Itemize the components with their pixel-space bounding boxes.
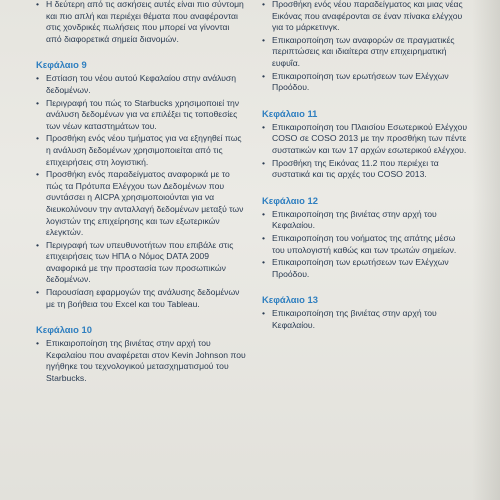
chapter-11-list — [262, 122, 470, 181]
list-item: • Εστίαση του νέου αυτού Κεφαλαίου στην ανάλυση δεδομένων. — [36, 73, 246, 96]
list-item: • Επικαιροποίηση της βινιέτας στην αρχή του Κεφαλαίου. — [262, 209, 470, 232]
list-item: • Προσθήκη ενός παραδείγματος αναφορικά με το πώς τα Πρότυπα Ελέγχου των Δεδομένων που συντάσσει η AICPA χρησιμοποιούνται για να διευκολύνουν την ανταλλαγή δεδομένων μεταξύ των λογιστών της επιχείρησης και των εξωτερικών ελεγκτών. — [36, 169, 246, 239]
page-edge-shadow — [472, 0, 500, 500]
list-item: • Επικαιροποίηση της βινιέτας στην αρχή του Κεφαλαίου που αναφέρεται στον Kevin Johnson που ηγήθηκε του τεχνολογικού μετασχηματισμού του Starbucks. — [36, 338, 246, 384]
left-column — [36, 0, 246, 397]
chapter-12-heading: Κεφάλαιο 12 — [262, 194, 318, 206]
list-item: • Προσθήκη ενός νέου τμήματος για να εξηγηθεί πως η ανάλυση δεδομένων χρησιμοποιείται από τις επιχειρήσεις στη λογιστική. — [36, 133, 246, 168]
list-item: • Επικαιροποίηση των αναφορών σε πραγματικές περιπτώσεις και ιδιαίτερα στην επιχειρηματική ευφυΐα. — [262, 35, 470, 70]
right-continuation-list — [262, 0, 470, 94]
list-item: • Παρουσίαση εφαρμογών της ανάλυσης δεδομένων με τη βοήθεια του Excel και του Tableau. — [36, 287, 246, 310]
chapter-11-section — [262, 108, 470, 181]
list-item: • Επικαιροποίηση των ερωτήσεων των Ελέγχων Προόδου. — [262, 257, 470, 280]
chapter-10-section — [36, 324, 246, 384]
list-item: • Επικαιροποίηση της βινιέτας στην αρχή του Κεφαλαίου. — [262, 308, 470, 331]
chapter-13-heading: Κεφάλαιο 13 — [262, 294, 318, 306]
chapter-9-section — [36, 59, 246, 310]
chapter-9-list — [36, 73, 246, 310]
right-column — [262, 0, 470, 343]
list-item: • Περιγραφή των υπευθυνοτήτων που επιβάλε στις επιχειρήσεις των ΗΠΑ ο Νόμος DATA 2009 αναφορικά με την προστασία των προσωπικών δεδομένων. — [36, 240, 246, 286]
list-item: • Επικαιροποίηση του νοήματος της απάτης μέσω του υπολογιστή καθώς και των τρωτών σημείων. — [262, 233, 470, 256]
chapter-11-heading: Κεφάλαιο 11 — [262, 107, 318, 119]
chapter-10-list — [36, 338, 246, 384]
right-continuation — [262, 0, 470, 94]
chapter-12-list — [262, 209, 470, 281]
list-item: • Η δεύτερη από τις ασκήσεις αυτές είναι πιο σύντομη και πιο απλή και περιέχει θέματα που αναφέρονται στις χονδρικές πωλήσεις που μπορεί να γίνονται από διαφορετικά σημεία διανομών. — [36, 0, 246, 45]
chapter-13-list — [262, 308, 470, 331]
left-continuation — [36, 0, 246, 45]
chapter-9-heading: Κεφάλαιο 9 — [36, 59, 87, 71]
list-item: • Περιγραφή του πώς το Starbucks χρησιμοποιεί την ανάλυση δεδομένων για να επιλέξει τις τοποθεσίες των νέων καταστημάτων του. — [36, 98, 246, 133]
list-item: • Προσθήκη της Εικόνας 11.2 που περιέχει τα συστατικά και τις αρχές του COSO 2013. — [262, 158, 470, 181]
chapter-13-section — [262, 294, 470, 331]
list-item: • Επικαιροποίηση του Πλαισίου Εσωτερικού Ελέγχου COSO σε COSO 2013 με την προσθήκη των πέντε συστατικών και των 17 αρχών εσωτερικού ελέγχου. — [262, 122, 470, 157]
list-item: • Επικαιροποίηση των ερωτήσεων των Ελέγχων Προόδου. — [262, 71, 470, 94]
chapter-10-heading: Κεφάλαιο 10 — [36, 324, 92, 336]
chapter-12-section — [262, 195, 470, 281]
left-continuation-list — [36, 0, 246, 45]
list-item: • Προσθήκη ενός νέου παραδείγματος και μιας νέας Εικόνας που αναφέρονται σε έναν πίνακα ελέγχου για το μάρκετινγκ. — [262, 0, 470, 34]
